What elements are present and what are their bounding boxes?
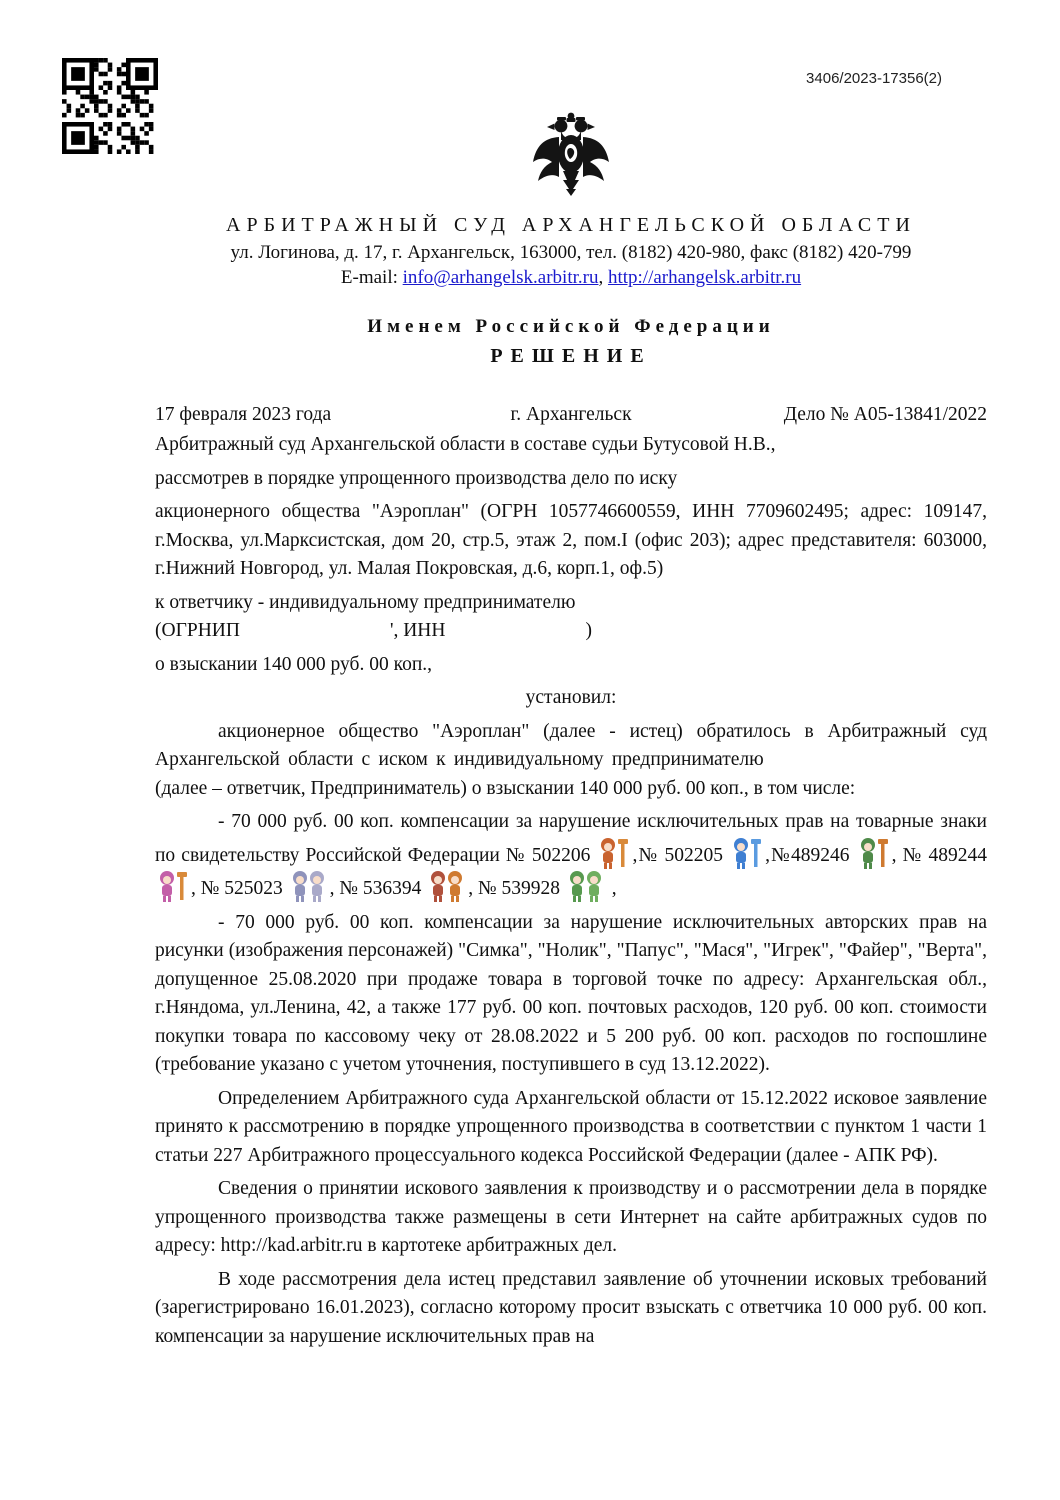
- trademark-number: ,№ 502205: [632, 844, 730, 866]
- document-number: 3406/2023-17356(2): [806, 70, 942, 87]
- plaintiff-paragraph: акционерного общества "Аэроплан" (ОГРН 1057746600559, ИНН 7709602495; адрес: 109147, г.Москва, ул.Марксистская, дом 20, стр.5, этаж 2, пом.I (офис 203); адрес представителя: 603000, г.Нижний Новгород, ул. Малая Покровская, д.6, корп.1, оф.5): [155, 501, 987, 579]
- redacted-inn: [445, 635, 585, 636]
- redacted-ogrnip: [240, 635, 390, 636]
- trademark-number: № 502206: [505, 844, 597, 866]
- trademark-489246-character-icon: [859, 837, 889, 870]
- defendant-line: к ответчику - индивидуальному предпринимателю: [155, 591, 576, 613]
- trademark-525023-characters-icon: [291, 870, 327, 903]
- trademark-489244-character-icon: [158, 870, 188, 903]
- trademark-number: , № 536394: [329, 878, 427, 899]
- decision-date: 17 февраля 2023 года: [155, 404, 332, 425]
- decision-title: РЕШЕНИЕ: [490, 345, 652, 367]
- trademark-502205-character-icon: [732, 837, 762, 870]
- trademark-number: , № 525023: [191, 878, 288, 899]
- trademark-502206-character-icon: [599, 837, 629, 870]
- court-address: ул. Логинова, д. 17, г. Архангельск, 163000, тел. (8182) 420-980, факс (8182) 420-799: [230, 242, 912, 263]
- trademark-536394-characters-icon: [429, 870, 465, 903]
- trademark-claim-paragraph: [155, 808, 987, 904]
- defendant-ids-line: [155, 617, 987, 646]
- coat-of-arms-icon: [155, 0, 987, 198]
- established-paragraph: [155, 718, 987, 804]
- trademark-claim-trailing: ,: [606, 878, 617, 899]
- in-the-name-line: Именем Российской Федерации: [367, 316, 775, 337]
- claim-update-paragraph: В ходе рассмотрения дела истец представил заявление об уточнении исковых требований (зарегистрировано 16.01.2023), согласно которому просит взыскать с ответчика 10 000 руб. 00 коп. компенсации за нарушение исключительных прав на: [155, 1268, 987, 1347]
- procedure-line: рассмотрев в порядке упрощенного производства дело по иску: [155, 467, 678, 489]
- claim-amount-line: о взыскании 140 000 руб. 00 коп.,: [155, 653, 433, 675]
- trademark-number: , № 539928: [468, 878, 565, 899]
- email-link[interactable]: info@arhangelsk.arbitr.ru: [402, 267, 599, 288]
- link-separator: ,: [598, 267, 608, 288]
- trademark-number: , № 489244: [891, 844, 988, 866]
- composition-line: Арбитражный суд Архангельской области в составе судьи Бутусовой Н.В.,: [155, 434, 776, 455]
- trademark-number: ,№489246: [765, 844, 856, 866]
- established-text-a: акционерное общество "Аэроплан" (далее - истец) обратилось в Арбитражный суд Архангельской области с иском к индивидуальному предпринимателю: [155, 720, 987, 770]
- case-header-row: [155, 404, 987, 426]
- trademark-539928-characters-icon: [568, 870, 604, 903]
- ustanovil-line: установил:: [525, 687, 617, 708]
- qr-code: [62, 58, 158, 154]
- court-city: г. Архангельск: [510, 404, 632, 425]
- court-contacts-line: [155, 267, 987, 289]
- copyright-claim-paragraph: - 70 000 руб. 00 коп. компенсации за нарушение исключительных авторских прав на рисунки (изображения персонажей) "Симка", "Нолик", "Папус", "Мася", "Игрек", "Файер", "Верта", допущенное 25.08.2020 при продаже товара в торговой точке по адресу: Архангельская обл., г.Няндома, ул.Ленина, 42, а также 177 руб. 00 коп. почтовых расходов, 120 руб. 00 коп. стоимости покупки товара по кассовому чеку от 28.08.2022 и 5 200 руб. 00 коп. расходов по госпошлине (требование указано с учетом уточнения, поступившего в суд 13.12.2022).: [155, 911, 987, 1075]
- email-label: E-mail:: [340, 267, 403, 288]
- court-name: АРБИТРАЖНЫЙ СУД АРХАНГЕЛЬСКОЙ ОБЛАСТИ: [226, 214, 916, 236]
- inn-label: ', ИНН: [389, 620, 446, 641]
- ids-close-paren: ): [585, 620, 592, 641]
- ruling-acceptance-paragraph: Определением Арбитражного суда Архангельской области от 15.12.2022 исковое заявление принято к рассмотрению в порядке упрощенного производства в соответствии с пунктом 1 части 1 статьи 227 Арбитражного процессуального кодекса Российской Федерации (далее - АПК РФ).: [155, 1087, 987, 1166]
- trademark-claim-intro: - 70 000 руб. 00 коп. компенсации за нарушение исключительных прав на товарные знаки по свидетельству Российской Федерации: [155, 811, 987, 866]
- ogrnip-label: (ОГРНИП: [155, 620, 240, 641]
- site-link[interactable]: http://arhangelsk.arbitr.ru: [607, 267, 802, 288]
- redacted-defendant-name: [772, 764, 987, 765]
- established-text-b: (далее – ответчик, Предприниматель) о взыскании 140 000 руб. 00 коп., в том числе:: [155, 777, 856, 799]
- case-number: Дело № А05-13841/2022: [783, 404, 987, 425]
- online-info-paragraph: Сведения о принятии искового заявления к производству и о рассмотрении дела в порядке упрощенного производства также размещены в сети Интернет на сайте арбитражных судов по адресу: http://kad.arbitr.ru в картотеке арбитражных дел.: [155, 1178, 987, 1256]
